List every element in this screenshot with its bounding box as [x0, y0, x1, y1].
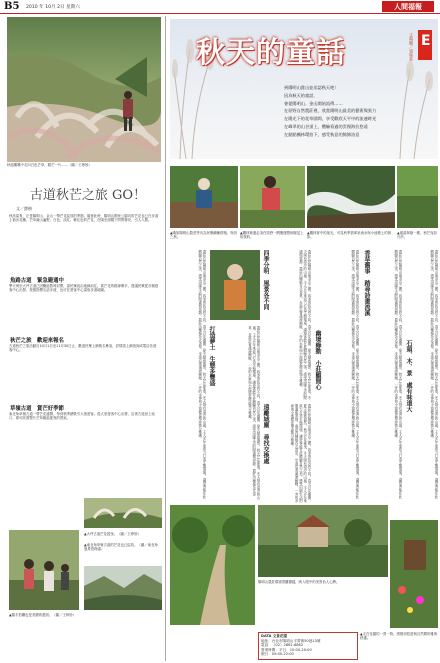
info-hours-holiday: 假日：09:00-22:00 — [261, 652, 294, 657]
valley-photo — [84, 566, 162, 610]
column-heading: 四季分明 風景各不同 — [262, 250, 269, 310]
lead-line: 在原野自然農莊裡，欣賞陽明山最美的藝術與張力 — [284, 108, 377, 114]
info-hours-weekday: 營業時間：平日：10:00-20:00 — [261, 647, 312, 652]
section-body: 古道秋芒之旅活動自10月1日至11月30日止，歡迎民眾上網報名參加，詳情請上網查詢或電洽各遊客中心。 — [9, 344, 157, 353]
article-column: 農莊位於陽明山與金山之間，四季景色各有不同。春天百花盛開，夏天綠意盎然，秋天芒花搖曳，冬天則有清冷的山嵐。主人多年來致力打造生態環境，讓遊客能在此體驗自然之美，感受田園生活的閒適與寧靜。農莊內種植各式香草，步道沿著溪流蜿蜒，一旁的水車與小池塘更增添幾分雅趣。 — [350, 250, 359, 499]
article-column: 農莊位於陽明山與金山之間，四季景色各有不同。春天百花盛開，夏天綠意盎然，秋天芒花搖曳，冬天則有清冷的山嵐。主人多年來致力打造生態環境，讓遊客能在此體驗自然之美，感受田園生活的閒適與寧靜。農莊內種植各式香草，步道沿著溪流蜿蜒，一旁的水車與小池塘更增添幾分雅趣。 — [393, 250, 402, 499]
photo-caption: ▲東北角草嶺古道的芒花也已綻放。（圖／東北角風景管理處） — [84, 543, 158, 552]
article-title: 古道秋芒之旅 GO！ — [29, 188, 147, 203]
section-heading: 魚路古道 緊急避通中 — [10, 278, 64, 284]
article-column: 農莊位於陽明山與金山之間，四季景色各有不同。春天百花盛開，夏天綠意盎然，秋天芒花搖曳，冬天則有清冷的山嵐。主人多年來致力打造生態環境，讓遊客能在此體驗自然之美，感受田園生活的閒適與寧靜。農莊內種植各式香草，步道沿著溪流蜿蜒，一旁的水車與小池塘更增添幾分雅趣。 — [197, 250, 206, 499]
photo-caption: ▲邊遠翠綠一層，秋芒宛如白紗。 — [397, 231, 437, 240]
section-body: 東北角草嶺古道一帶芒花盛開，每到秋季總吸引大批遊客。從大里遊客中心出發，沿著古道登上埡口，即可欣賞整片芒草隨風搖曳的景致。 — [9, 412, 155, 421]
issue-date: 2010 年 10月 2日 星期六 — [26, 5, 80, 10]
feature-byline: 文與圖／張瑞棠 — [409, 33, 414, 61]
article-author: 文／鄧楨 — [16, 206, 32, 211]
photo-caption: ▲楓林裡還必須在原野一隅搬運整個採盆上的採收。 — [240, 231, 304, 240]
info-box — [258, 632, 358, 660]
lead-line: 到陽明山賞山並非認秋天吧！ — [284, 85, 339, 90]
article-column: 農莊位於陽明山與金山之間，四季景色各有不同。春天百花盛開，夏天綠意盎然，秋天芒花搖曳，冬天則有清冷的山嵐。主人多年來致力打造生態環境，讓遊客能在此體驗自然之美，感受田園生活的閒適與寧靜。農莊內種植各式香草，步道沿著溪流蜿蜒，一旁的水車與小池塘更增添幾分雅趣。 — [429, 250, 438, 499]
left-photo-caption: 秋風颯颯中走向白色芒草，銀芒一片……（圖／王珍妙） — [7, 163, 92, 167]
info-box-label: DATA 文景花園 — [261, 634, 288, 638]
info-phone: 電話：（02）2861-8862 — [261, 643, 304, 648]
section-heading: 秋芒之旅 歡迎來報名 — [10, 338, 64, 344]
park-path-photo — [170, 505, 255, 625]
feature-title: 秋天的童話 — [196, 35, 347, 69]
info-address: 地址：台北市陽明山平菁街50巷13號 — [261, 638, 321, 643]
photo-caption: ▲隨手拍攝也是美麗的畫面。（圖／王珍妙） — [9, 613, 77, 617]
green-terrace-photo — [397, 166, 438, 228]
left-intro-text: 秋高氣爽，正是陽明山、金山一帶芒花綻放的季節。隨著此時，陽明山國家公園內的芒花也已在步道上抽出花穗，芒草滿山遍野，白色、淡紅、紫紅色的芒花，在陽光照耀下閃閃發亮，引人入勝。 — [9, 214, 159, 223]
lead-line: 在峰翠的山谷頂上，體驗看過的雲慢海拉悠遠 — [284, 123, 368, 129]
photo-caption: ▲楓林著中的風光，可見秋季翡翠泉流水與小池塘上的倒影。 — [307, 231, 391, 240]
article-column: 農莊位於陽明山與金山之間，四季景色各有不同。春天百花盛開，夏天綠意盎然，秋天芒花搖曳，冬天則有清冷的山嵐。主人多年來致力打造生態環境，讓遊客能在此體驗自然之美，感受田園生活的閒適與寧靜。農莊內種植各式香草，步道沿著溪流蜿蜒，一旁的水車與小池塘更增添幾分雅趣。 — [298, 250, 311, 400]
child-portrait-photo — [210, 250, 260, 320]
column-heading: 幽境綠動 小莊顯閒心 — [314, 330, 321, 390]
page-number: B5 — [4, 1, 20, 12]
column-heading: 遠離城塵 尋找交換處 — [262, 404, 269, 464]
photo-caption: 陽明山農莊環境景觀優越，映入眼中的美景怡人心脾。 — [258, 580, 340, 584]
photo-caption: ▲大坪古道芒花搖曳。（圖／王珍妙） — [84, 532, 141, 536]
lead-line: 因為秋天的童話， — [284, 92, 318, 98]
lead-line: 會從陽明山、金山開始流傳…… — [284, 100, 343, 106]
section-heading: 草嶺古道 賞芒好季節 — [10, 406, 64, 412]
column-heading: 香草舊事 踏尋詩畫流溪 — [363, 250, 370, 316]
column-heading: 石頭、木、景 處有味道大 — [405, 340, 412, 412]
group-photo — [9, 530, 79, 610]
page-header — [0, 0, 440, 14]
lead-line: 在點點楓林環拍下，感受秋意的綿綿詩意 — [284, 131, 360, 137]
article-column: 農莊位於陽明山與金山之間，四季景色各有不同。春天百花盛開，夏天綠意盎然，秋天芒花搖曳，冬天則有清冷的山嵐。主人多年來致力打造生態環境，讓遊客能在此體驗自然之美，感受田園生活的閒適與寧靜。農莊內種植各式香草，步道沿著溪流蜿蜒，一旁的水車與小池塘更增添幾分雅趣。 — [247, 326, 260, 500]
hiker-silvergrass-photo — [7, 17, 161, 162]
farm-photo-2 — [240, 166, 305, 228]
section-body: 擎天崗至大坪古道已因颱風暫時封閉，請民眾改由他線前往。賞芒花的路線眾多，建議民眾從各個遊客中心出發，按照指標走訪步道，也可在遊客中心索取步道地圖。 — [9, 284, 159, 293]
grass-path-photo — [84, 498, 162, 528]
lead-line: 在陽光下的花草園間，享受歡欣天平中的流連時光 — [284, 116, 377, 122]
column-divider — [165, 16, 166, 661]
photo-caption: ▲走在花園的一景一物，感覺到悠遊與自然間的雅與舒適。 — [360, 632, 438, 641]
newspaper-logo: 人間福報 — [382, 1, 434, 12]
column-heading: 打造夢土 生態多豐盛 — [208, 326, 215, 386]
garden-overview-photo — [258, 505, 388, 577]
farm-photo-1 — [170, 166, 238, 228]
article-column: 農莊位於陽明山與金山之間，四季景色各有不同。春天百花盛開，夏天綠意盎然，秋天芒花搖曳，冬天則有清冷的山嵐。主人多年來致力打造生態環境，讓遊客能在此體驗自然之美，感受田園生活的閒適與寧靜。農莊內種植各式香草，步道沿著溪流蜿蜒，一旁的水車與小池塘更增添幾分雅趣。 — [289, 404, 311, 503]
stream-photo — [307, 166, 395, 228]
section-marker-letter: E — [421, 33, 431, 49]
photo-caption: ▲喚如陽明山農莊等內為民眾翻種情植，與田之秋。 — [170, 231, 238, 240]
feature-lead-list — [284, 84, 414, 139]
flower-garden-photo — [390, 520, 438, 628]
